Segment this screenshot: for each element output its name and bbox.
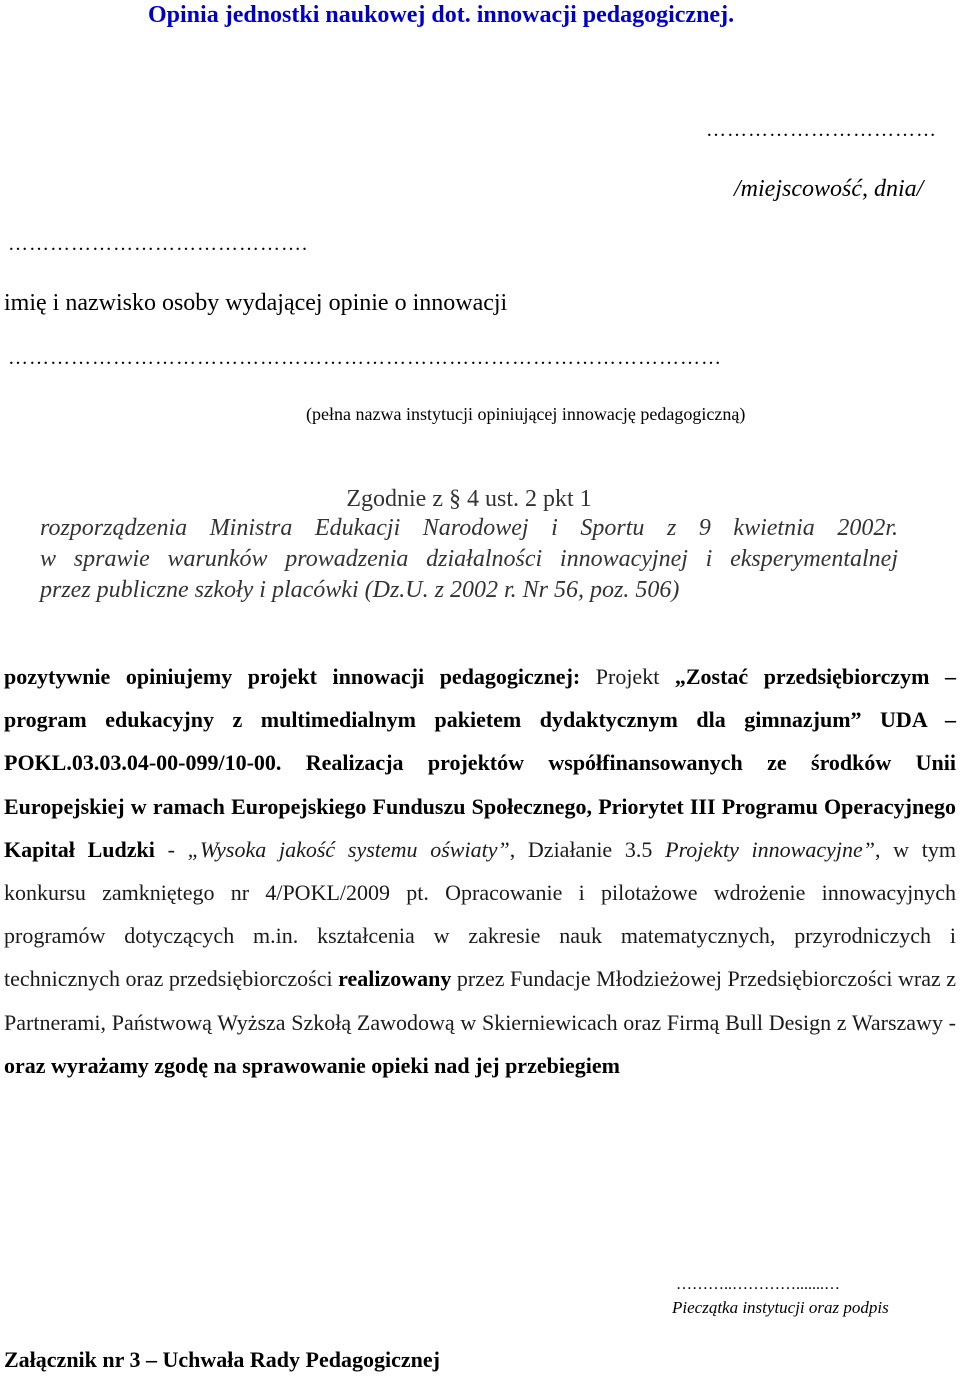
legal-basis-line-1: Zgodnie z § 4 ust. 2 pkt 1 [346, 486, 592, 512]
opinion-realized: realizowany [338, 966, 452, 992]
document-title: Opinia jednostki naukowej dot. innowacji pedagogicznej. [148, 2, 735, 28]
appendix-heading: Załącznik nr 3 – Uchwała Rady Pedagogicznej [4, 1347, 440, 1372]
institution-dots: ………………………………………………………………………………………… [8, 347, 722, 369]
opinion-paragraph [4, 655, 956, 1087]
opinion-consent: oraz wyrażamy zgodę na sprawowanie opieki nad jej przebiegiem [4, 1052, 620, 1078]
opinion-measure-name: Projekty innowacyjne” [665, 836, 875, 862]
person-name-label: imię i nazwisko osoby wydającej opinie o innowacji [4, 290, 508, 316]
place-date-dots: …………………………… [706, 119, 937, 141]
opinion-partners: przez Fundacje Młodzieżowej Przedsiębiorczości wraz z Partnerami, Państwową Wyższa Szkołą Zawodową w Skierniewicach oraz Firmą Bull Design z Warszawy - [4, 966, 956, 1035]
opinion-dash: - [154, 836, 188, 862]
legal-basis-line-4: przez publiczne szkoły i placówki (Dz.U. z 2002 r. Nr 56, poz. 506) [40, 577, 680, 603]
place-date-label: /miejscowość, dnia/ [734, 176, 924, 202]
opinion-lead: pozytywnie opiniujemy projekt innowacji pedagogicznej: [4, 664, 581, 689]
person-name-dots: ……………………………………. [8, 233, 308, 255]
legal-basis-line-3: w sprawie warunków prowadzenia działalności innowacyjnej i eksperymentalnej [40, 546, 898, 572]
signature-label: Pieczątka instytucji oraz podpis [672, 1298, 889, 1317]
opinion-contest: , w tym konkursu zamkniętego nr 4/POKL/2009 pt. Opracowanie i pilotażowe wdrożenie innowacyjnych programów dotyczących m.in. kształcenia w zakresie nauk matematycznych, przyrodniczych i technicznych oraz przedsiębiorczości [4, 836, 956, 992]
opinion-measure: , Działanie 3.5 [509, 836, 666, 862]
opinion-priority-name: „Wysoka jakość systemu oświaty” [187, 836, 510, 862]
signature-dots: ………..………….......… [676, 1276, 840, 1293]
opinion-project-name: „Zostać przedsiębiorczym – program edukacyjny z multimedialnym pakietem dydaktycznym dla gimnazjum” UDA – POKL.03.03.04-00-099/10-00. Realizacja projektów współfinansowanych ze środków Unii Europejskiej w ramach Europejskiego Funduszu Społecznego, Priorytet III Programu Operacyjnego Kapitał Ludzki [4, 664, 956, 862]
opinion-project-word: Projekt [580, 664, 675, 689]
legal-basis-line-2: rozporządzenia Ministra Edukacji Narodowej i Sportu z 9 kwietnia 2002r. [40, 515, 898, 541]
institution-label: (pełna nazwa instytucji opiniującej innowację pedagogiczną) [306, 404, 746, 424]
